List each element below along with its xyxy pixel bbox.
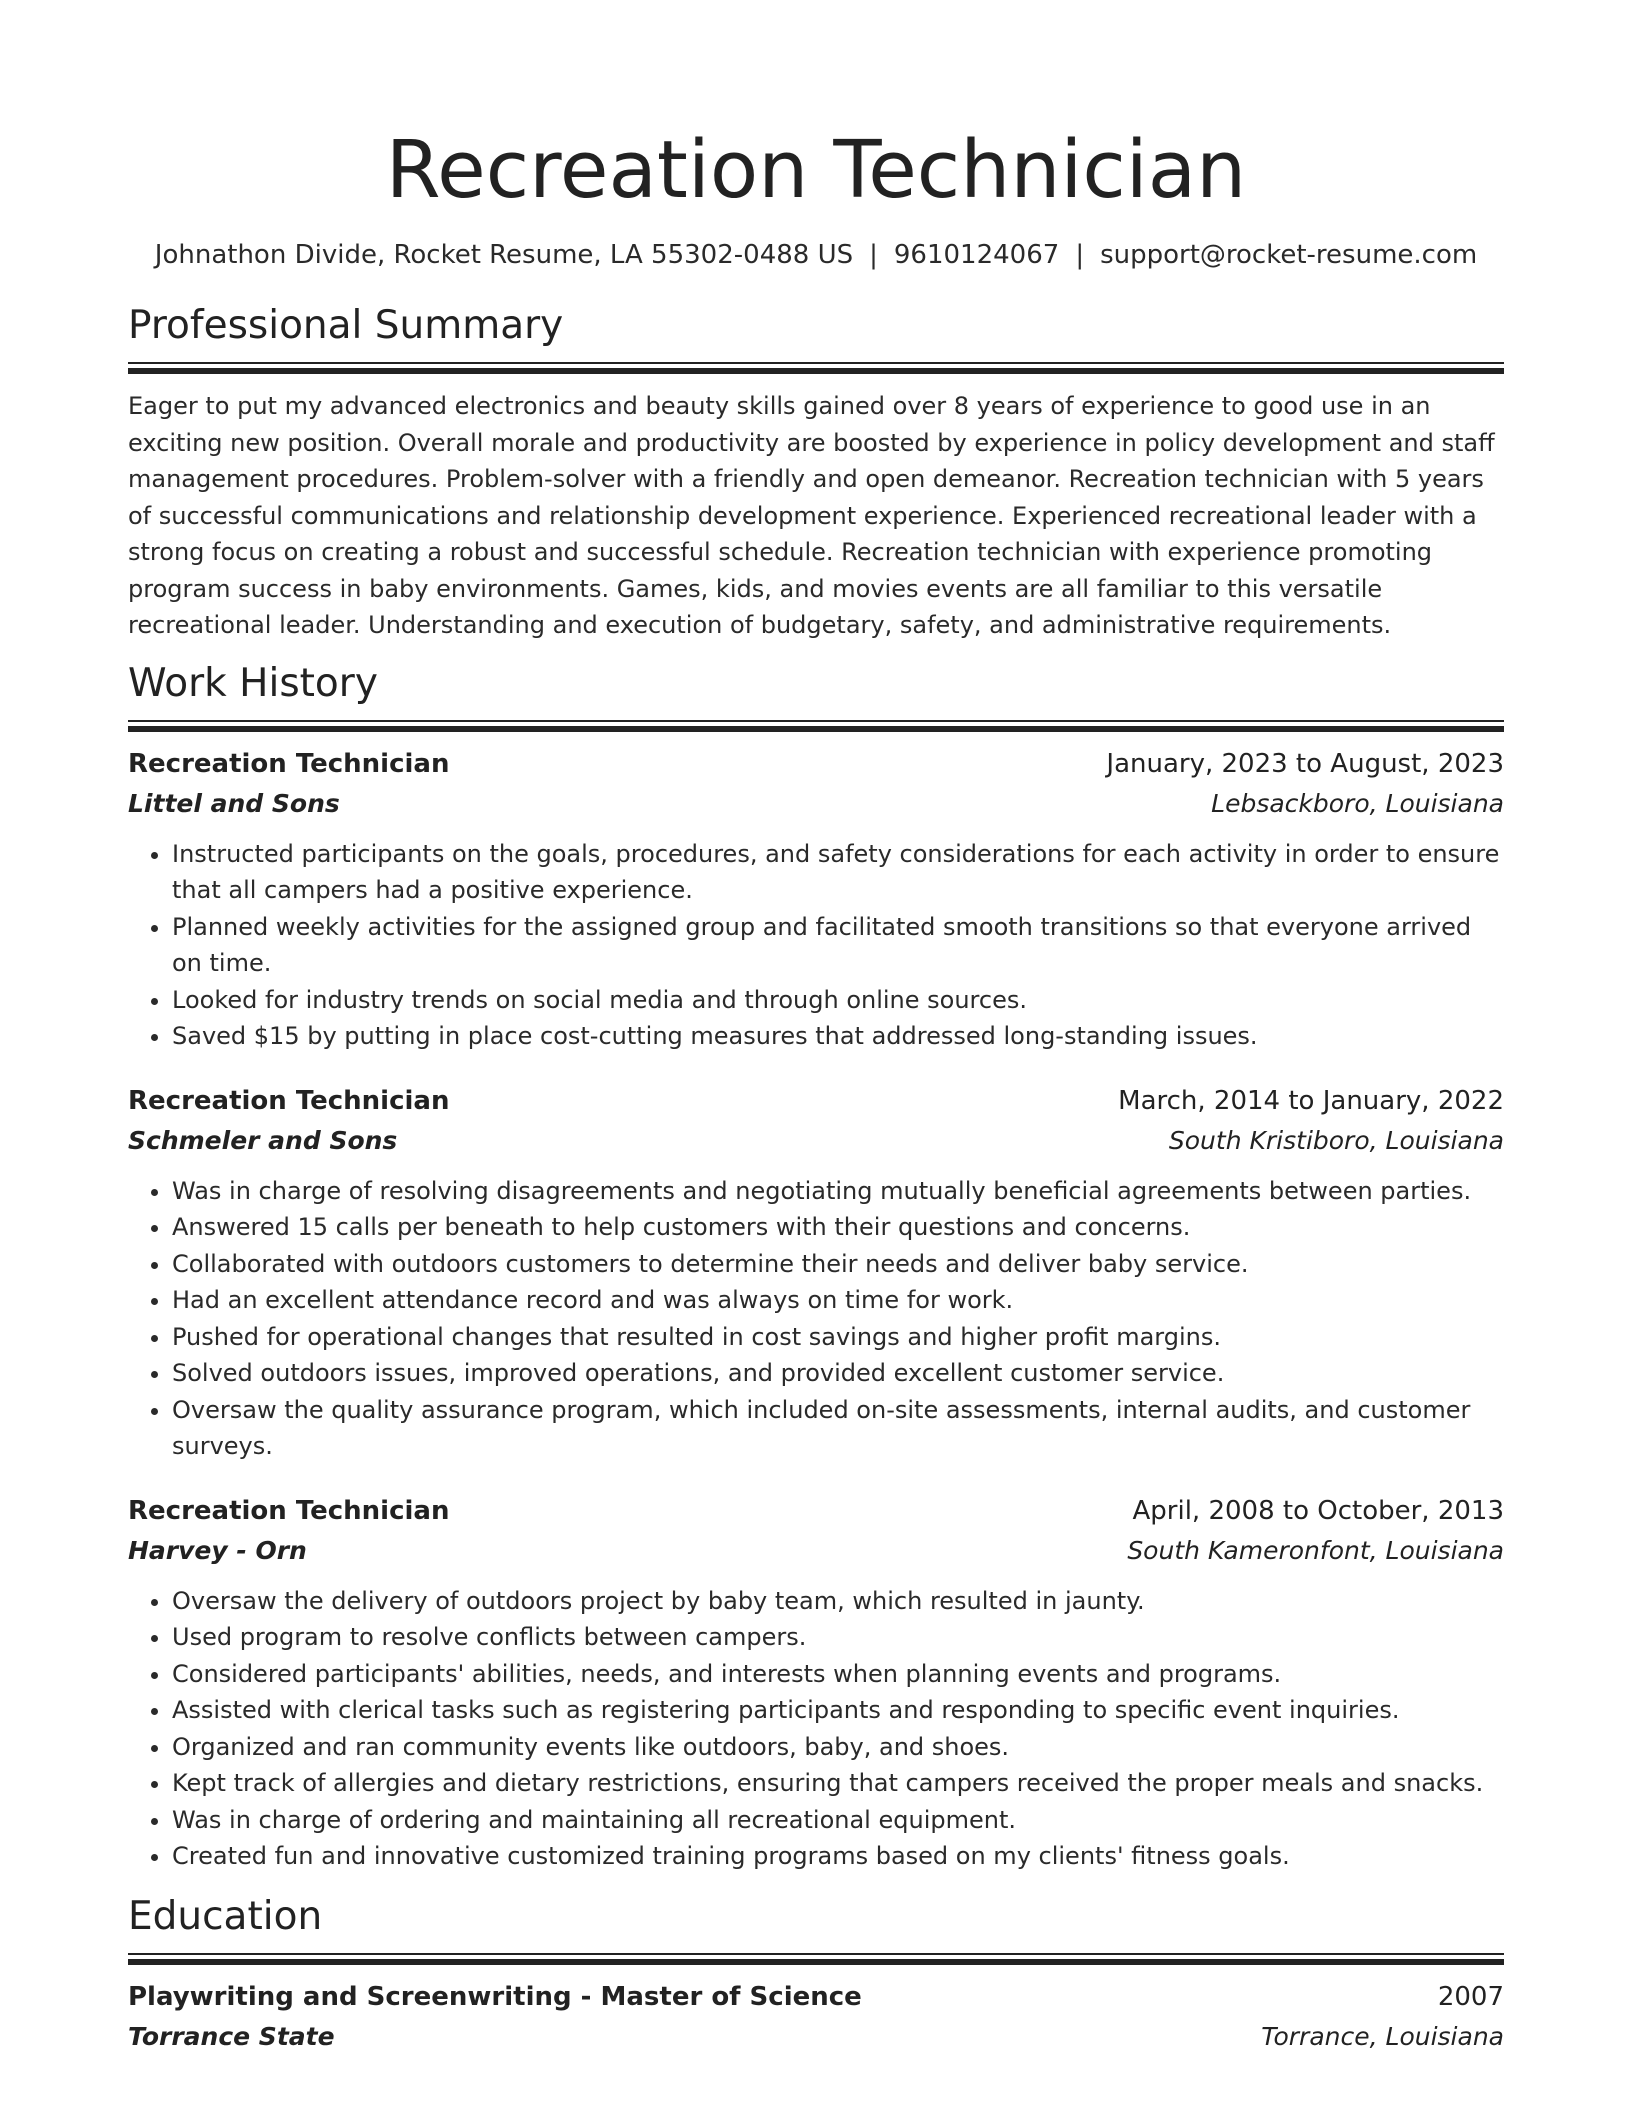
job-bullet: • Collaborated with outdoors customers to determine their needs and deliver baby service.: [172, 1246, 1504, 1283]
job-bullet: • Had an excellent attendance record and was always on time for work.: [172, 1282, 1504, 1319]
education-location: Torrance, Louisiana: [1261, 2021, 1504, 2051]
job-entry: [128, 744, 1504, 1055]
job-bullet: • Oversaw the quality assurance program, which included on-site assessments, internal audits, and customer surveys.: [172, 1392, 1504, 1465]
job-bullet: • Assisted with clerical tasks such as registering participants and responding to specific event inquiries.: [172, 1692, 1504, 1729]
job-bullet: • Considered participants' abilities, needs, and interests when planning events and programs.: [172, 1656, 1504, 1693]
education-degree: Playwriting and Screenwriting - Master of Science: [128, 1981, 862, 2012]
education-year: 2007: [1437, 1981, 1504, 2012]
education-heading: Education: [128, 1893, 323, 1939]
job-bullet: • Looked for industry trends on social media and through online sources.: [172, 982, 1504, 1019]
contact-line: [128, 238, 1504, 272]
summary-section: [128, 302, 1504, 644]
job-entry: [128, 1081, 1504, 1465]
job-bullet: • Answered 15 calls per beneath to help customers with their questions and concerns.: [172, 1209, 1504, 1246]
job-bullet: • Saved $15 by putting in place cost-cutting measures that addressed long-standing issues.: [172, 1018, 1504, 1055]
contact-address: Johnathon Divide, Rocket Resume, LA 55302-0488 US: [154, 240, 854, 270]
job-bullet: • Kept track of allergies and dietary restrictions, ensuring that campers received the proper meals and snacks.: [172, 1765, 1504, 1802]
education-section: [128, 1893, 1504, 2057]
education-school: Torrance State: [128, 2021, 335, 2051]
job-company: Schmeler and Sons: [128, 1125, 398, 1155]
section-divider: [128, 362, 1504, 374]
education-entry: [128, 1977, 1504, 2057]
work-history-section: [128, 660, 1504, 1875]
job-bullet: • Instructed participants on the goals, procedures, and safety considerations for each activity in order to ensure that all campers had a positive experience.: [172, 836, 1504, 909]
job-bullets: [128, 1173, 1504, 1465]
summary-text: Eager to put my advanced electronics and beauty skills gained over 8 years of experience to good use in an exciting new position. Overall morale and productivity are boosted by experience in policy development and staff management procedures. Problem-solver with a friendly and open demeanor. Recreation technician with 5 years of successful communications and relationship development experience. Experienced recreational leader with a strong focus on creating a robust and successful schedule. Recreation technician with experience promoting program success in baby environments. Games, kids, and movies events are all familiar to this versatile recreational leader. Understanding and execution of budgetary, safety, and administrative requirements.: [128, 392, 1495, 639]
job-dates: January, 2023 to August, 2023: [1106, 748, 1504, 779]
job-bullet: • Was in charge of resolving disagreements and negotiating mutually beneficial agreements between parties.: [172, 1173, 1504, 1210]
job-bullets: [128, 1583, 1504, 1875]
job-company: Littel and Sons: [128, 788, 340, 818]
job-bullet: • Was in charge of ordering and maintaining all recreational equipment.: [172, 1802, 1504, 1839]
job-bullet: • Solved outdoors issues, improved operations, and provided excellent customer service.: [172, 1355, 1504, 1392]
job-bullets: [128, 836, 1504, 1055]
contact-separator: |: [1075, 240, 1085, 270]
summary-heading: Professional Summary: [128, 303, 564, 348]
work-history-heading: Work History: [128, 660, 378, 706]
job-bullet: • Organized and ran community events like outdoors, baby, and shoes.: [172, 1729, 1504, 1766]
job-location: Lebsackboro, Louisiana: [1211, 788, 1504, 818]
job-dates: April, 2008 to October, 2013: [1132, 1495, 1504, 1526]
job-location: South Kristiboro, Louisiana: [1168, 1125, 1504, 1155]
job-title: Recreation Technician: [128, 1495, 450, 1526]
contact-phone: 9610124067: [893, 240, 1060, 270]
resume-title: Recreation Technician: [385, 124, 1247, 216]
job-entry: [128, 1491, 1504, 1875]
section-divider: [128, 1953, 1504, 1965]
job-title: Recreation Technician: [128, 748, 450, 779]
contact-email: support@rocket-resume.com: [1100, 240, 1478, 270]
job-bullet: • Oversaw the delivery of outdoors project by baby team, which resulted in jaunty.: [172, 1583, 1504, 1620]
job-dates: March, 2014 to January, 2022: [1118, 1085, 1504, 1116]
job-bullet: • Created fun and innovative customized training programs based on my clients' fitness goals.: [172, 1838, 1504, 1875]
job-bullet: • Pushed for operational changes that resulted in cost savings and higher profit margins.: [172, 1319, 1504, 1356]
job-company: Harvey - Orn: [128, 1535, 307, 1565]
contact-separator: |: [869, 240, 878, 270]
job-bullet: • Used program to resolve conflicts between campers.: [172, 1619, 1504, 1656]
resume-page: [128, 0, 1504, 2057]
job-bullet: • Planned weekly activities for the assigned group and facilitated smooth transitions so that everyone arrived on time.: [172, 909, 1504, 982]
section-divider: [128, 720, 1504, 732]
job-title: Recreation Technician: [128, 1085, 450, 1116]
job-location: South Kameronfont, Louisiana: [1127, 1535, 1504, 1565]
